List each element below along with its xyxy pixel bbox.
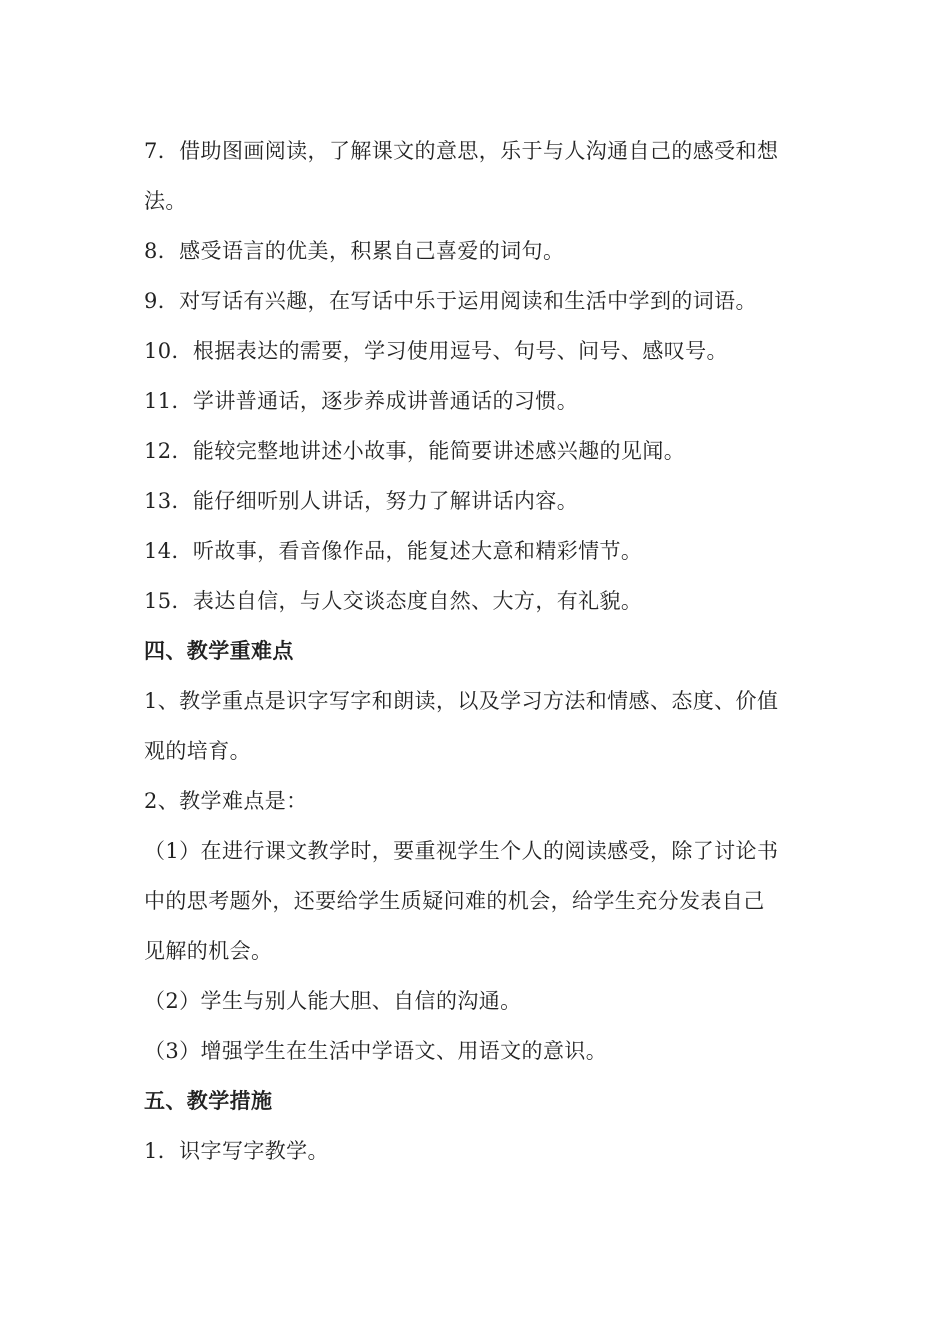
list-item-9: 9．对写话有兴趣，在写话中乐于运用阅读和生活中学到的词语。 (144, 289, 757, 313)
difficult-point-1: （1）在进行课文教学时，要重视学生个人的阅读感受，除了讨论书 (144, 839, 779, 863)
list-item-11: 11．学讲普通话，逐步养成讲普通话的习惯。 (144, 389, 579, 413)
key-points-item-1-continued: 观的培育。 (144, 739, 251, 763)
list-item-15: 15．表达自信，与人交谈态度自然、大方，有礼貌。 (144, 589, 643, 613)
list-item-14: 14．听故事，看音像作品，能复述大意和精彩情节。 (144, 539, 643, 563)
section-heading-teaching-measures: 五、教学措施 (144, 1088, 273, 1113)
key-points-item-1: 1、教学重点是识字写字和朗读，以及学习方法和情感、态度、价值 (144, 689, 779, 713)
section-heading-key-difficult-points: 四、教学重难点 (144, 638, 294, 663)
list-item-12: 12．能较完整地讲述小故事，能简要讲述感兴趣的见闻。 (144, 439, 686, 463)
list-item-10: 10．根据表达的需要，学习使用逗号、句号、问号、感叹号。 (144, 339, 728, 363)
document-page (144, 126, 808, 1176)
list-item-13: 13．能仔细听别人讲话，努力了解讲话内容。 (144, 489, 579, 513)
difficult-point-1-continued-2: 见解的机会。 (144, 939, 273, 963)
difficult-point-3: （3）增强学生在生活中学语文、用语文的意识。 (144, 1039, 608, 1063)
difficult-points-intro: 2、教学难点是： (144, 789, 308, 813)
difficult-point-1-continued: 中的思考题外，还要给学生质疑问难的机会，给学生充分发表自己 (144, 889, 765, 913)
list-item-8: 8．感受语言的优美，积累自己喜爱的词句。 (144, 239, 565, 263)
list-item-7-continued: 法。 (144, 189, 187, 213)
difficult-point-2: （2）学生与别人能大胆、自信的沟通。 (144, 989, 522, 1013)
measures-item-1: 1．识字写字教学。 (144, 1139, 329, 1163)
list-item-7: 7．借助图画阅读，了解课文的意思，乐于与人沟通自己的感受和想 (144, 139, 779, 163)
